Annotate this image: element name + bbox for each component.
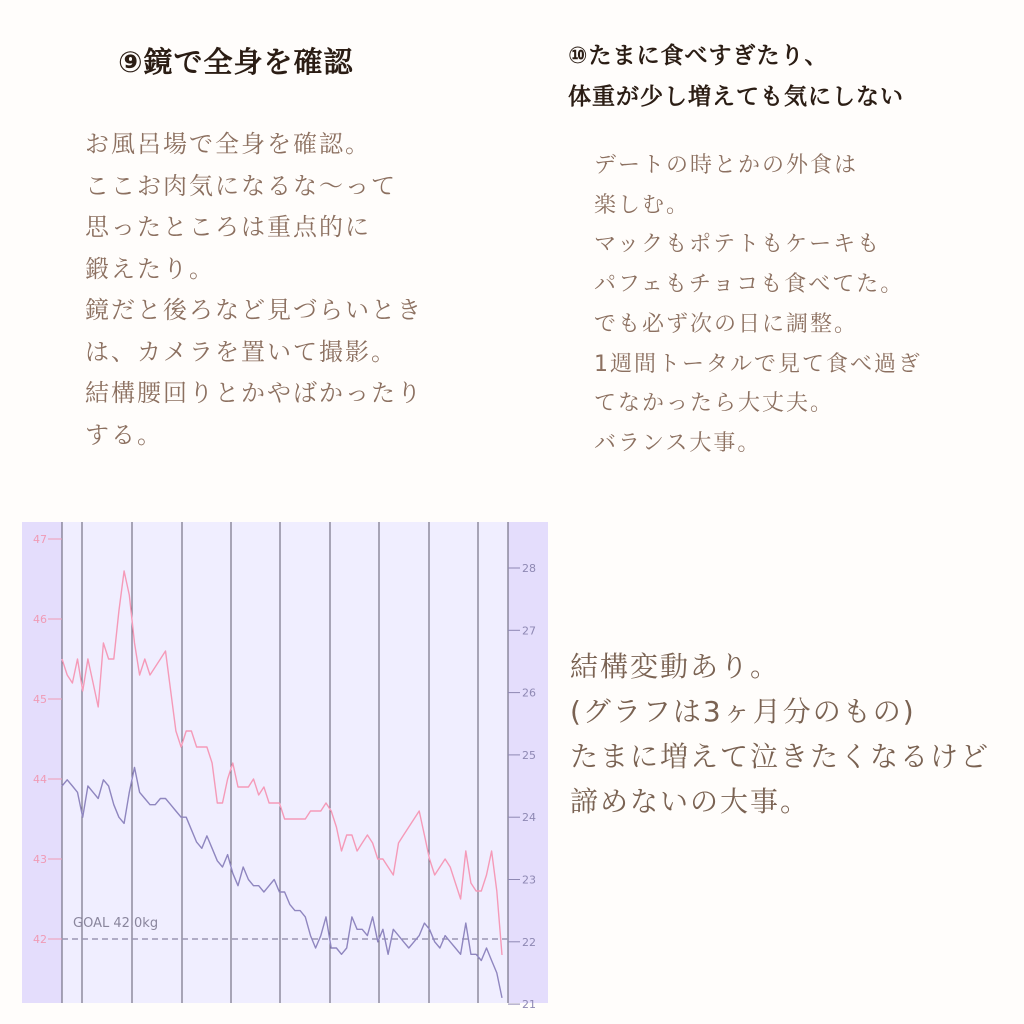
body-line: 1週間トータルで見て食べ過ぎ	[594, 351, 922, 377]
body-line: 鍛えたり。	[85, 254, 215, 283]
goal-label: GOAL 42.0kg	[73, 916, 159, 931]
caption-line: 結構変動あり。	[570, 650, 781, 683]
left-tick-label: 46	[33, 613, 47, 626]
right-tick-label: 22	[522, 935, 536, 949]
weight-chart	[22, 522, 548, 1012]
body-line: ここお肉気になるな〜って	[85, 171, 397, 200]
body-line: は、カメラを置いて撮影。	[85, 337, 397, 366]
right-axis-band	[508, 522, 548, 1003]
right-tick-label: 23	[522, 873, 536, 887]
section-9-body	[85, 124, 423, 456]
body-line: 結構腰回りとかやばかったり	[85, 379, 423, 407]
left-axis-band	[22, 522, 62, 1003]
right-tick-label: 28	[522, 562, 536, 575]
section-10-title-line-2: 体重が少し増えても気にしない	[568, 84, 904, 110]
weight-chart-svg	[22, 522, 548, 1012]
left-tick-label: 47	[33, 533, 47, 546]
right-tick-label: 21	[522, 998, 536, 1012]
section-10-body	[594, 146, 922, 464]
right-tick-label: 26	[522, 686, 536, 700]
left-tick-label: 45	[33, 693, 47, 706]
section-9-title: ⑨鏡で全身を確認	[118, 45, 354, 79]
left-tick-label: 42	[33, 933, 47, 946]
caption-line: 諦めないの大事。	[570, 785, 811, 818]
body-line: 思ったところは重点的に	[85, 213, 371, 241]
left-tick-label: 44	[33, 773, 47, 786]
body-line: マックもポテトもケーキも	[594, 232, 882, 258]
body-line: バランス大事。	[594, 430, 762, 456]
left-tick-label: 43	[33, 853, 47, 866]
right-tick-label: 24	[522, 811, 536, 825]
caption-line: たまに増えて泣きたくなるけど	[570, 740, 991, 773]
caption-line: (グラフは3ヶ月分のもの)	[570, 695, 916, 728]
right-tick-label: 25	[522, 748, 536, 762]
body-line: お風呂場で全身を確認。	[85, 130, 371, 158]
right-tick-label: 27	[522, 624, 536, 638]
body-line: する。	[85, 420, 163, 449]
section-10-title	[568, 36, 904, 118]
body-line: てなかったら大丈夫。	[594, 391, 835, 417]
body-line: デートの時とかの外食は	[594, 153, 859, 178]
body-line: 鏡だと後ろなど見づらいとき	[85, 296, 423, 324]
section-10-title-line-1: ⑩たまに食べすぎたり、	[568, 43, 829, 69]
body-line: パフェもチョコも食べてた。	[594, 272, 905, 298]
chart-caption	[570, 644, 990, 824]
body-line: でも必ず次の日に調整。	[594, 311, 859, 337]
body-line: 楽しむ。	[594, 192, 691, 218]
